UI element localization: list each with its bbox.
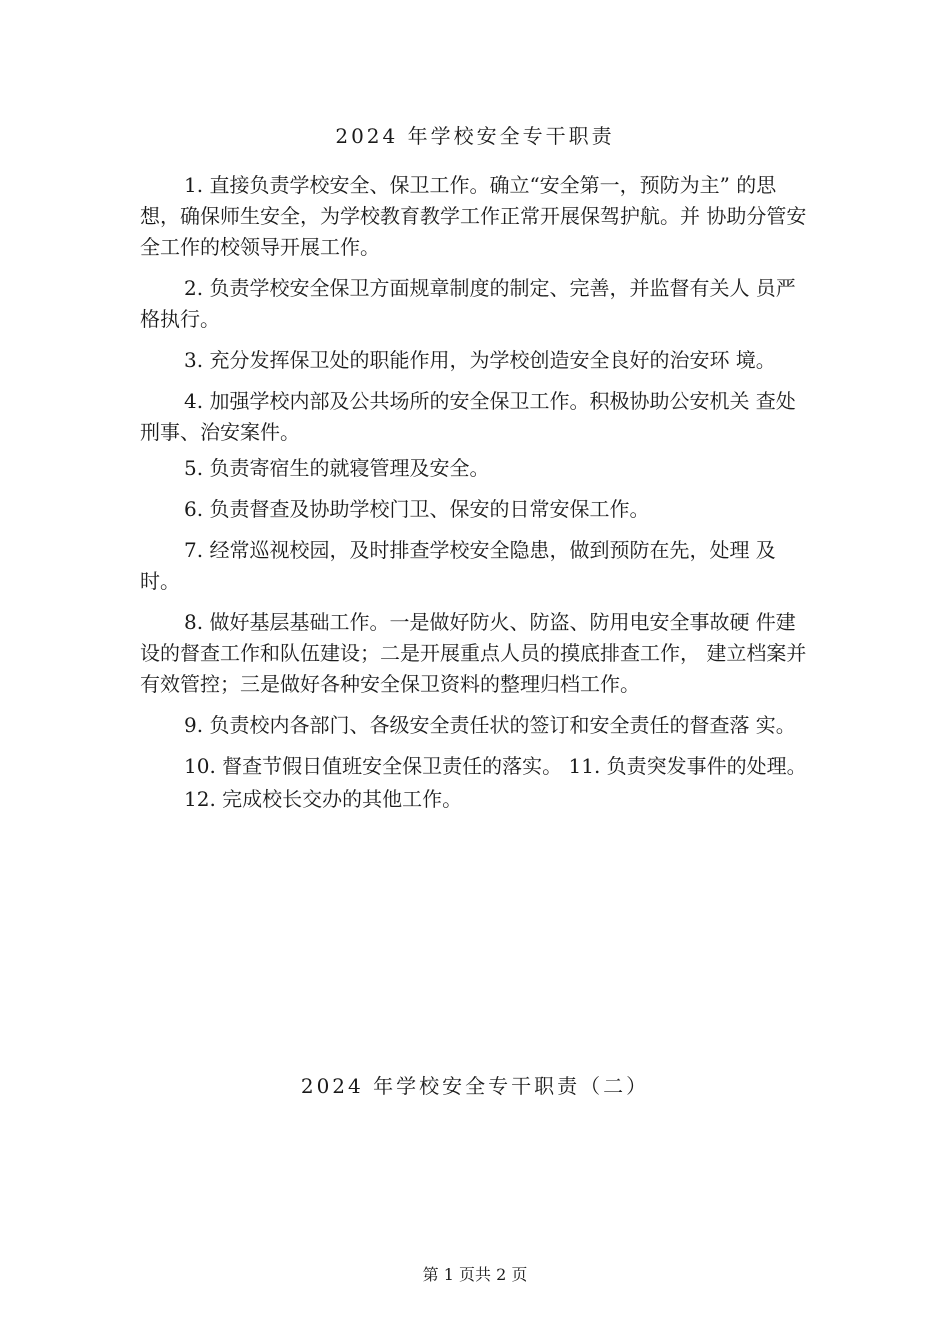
- duty-item-1: 1. 直接负责学校安全、保卫工作。确立“安全第一，预防为主” 的思想，确保师生安全，为学校教育教学工作正常开展保驾护航。并 协助分管安全工作的校领导开展工作。: [140, 173, 807, 259]
- duty-item-2: 2. 负责学校安全保卫方面规章制度的制定、完善，并监督有关人 员严格执行。: [140, 276, 796, 331]
- duty-item-3: 3. 充分发挥保卫处的职能作用，为学校创造安全良好的治安环 境。: [184, 348, 776, 372]
- document-body: [140, 170, 812, 825]
- duty-item-4: 4. 加强学校内部及公共场所的安全保卫工作。积极协助公安机关 查处刑事、治安案件。: [140, 389, 796, 444]
- duty-item-8: 8. 做好基层基础工作。一是做好防火、防盗、防用电安全事故硬 件建设的督查工作和队伍建设；二是开展重点人员的摸底排查工作， 建立档案并有效管控；三是做好各种安全保卫资料的整理归档工作。: [140, 610, 807, 696]
- duty-item-9: 9. 负责校内各部门、各级安全责任状的签订和安全责任的督查落 实。: [184, 713, 796, 737]
- page-number-footer: 第 1 页共 2 页: [422, 1265, 528, 1284]
- duty-item-10-11: 10. 督查节假日值班安全保卫责任的落实。 11. 负责突发事件的处理。: [184, 754, 807, 778]
- document-title: 2024 年学校安全专干职责: [335, 124, 615, 148]
- second-section-title: 2024 年学校安全专干职责（二）: [300, 1074, 650, 1098]
- duty-item-6: 6. 负责督查及协助学校门卫、保安的日常安保工作。: [184, 497, 650, 521]
- duty-item-7: 7. 经常巡视校园，及时排查学校安全隐患，做到预防在先，处理 及时。: [140, 538, 776, 593]
- duty-item-5: 5. 负责寄宿生的就寝管理及安全。: [184, 456, 490, 480]
- duty-item-12: 12. 完成校长交办的其他工作。: [184, 787, 463, 811]
